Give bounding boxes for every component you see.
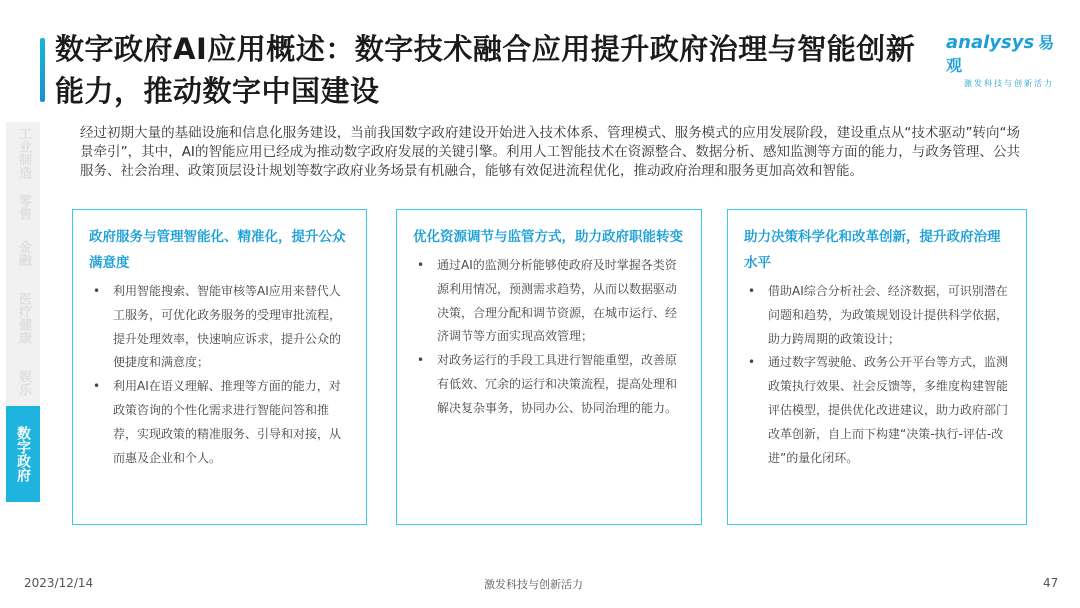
card-bullet-list <box>744 280 1012 470</box>
logo-cn: 易观 <box>946 33 1055 75</box>
card-title: 助力决策科学化和改革创新，提升政府治理水平 <box>744 229 1001 271</box>
card-bullet: • 通过AI的监测分析能够使政府及时掌握各类资源利用情况，预测需求趋势，从而以数据驱动决策，合理分配和调节资源，在城市运行、经济调节等方面实现高效管理； <box>413 254 687 349</box>
side-tab-industry[interactable]: 工业制造 <box>6 122 40 184</box>
footer-slogan: 激发科技与创新活力 <box>484 578 583 591</box>
card-decision-making <box>727 209 1027 525</box>
side-tab-retail[interactable]: 零售 <box>6 184 40 230</box>
card-bullet: • 借助AI综合分析社会、经济数据，可识别潜在问题和趋势，为政策规划设计提供科学依据，助力跨周期的政策设计； <box>744 280 1012 351</box>
card-bullet: • 通过数字驾驶舱、政务公开平台等方式，监测政策执行效果、社会反馈等，多维度构建智能评估模型，提供优化改进建议，助力政府部门改革创新，自上而下构建“决策-执行-评估-改进”的量化闭环。 <box>744 351 1012 470</box>
side-tabs <box>6 122 40 502</box>
side-tab-digital-government[interactable]: 数字政府 <box>6 406 40 502</box>
card-bullet-list <box>89 280 352 470</box>
logo-slogan: 激发科技与创新活力 <box>964 79 1054 88</box>
card-bullet: • 利用智能搜索、智能审核等AI应用来替代人工服务，可优化政务服务的受理审批流程，提升处理效率，快速响应诉求，提升公众的便捷度和满意度； <box>89 280 352 375</box>
footer-date: 2023/12/14 <box>24 576 94 590</box>
logo-word: analysys <box>946 32 1035 53</box>
title-accent-bar <box>40 38 45 102</box>
card-title: 政府服务与管理智能化、精准化，提升公众满意度 <box>89 229 346 271</box>
card-service-management <box>72 209 367 525</box>
brand-logo <box>946 30 1070 88</box>
card-title: 优化资源调节与监管方式，助力政府职能转变 <box>413 229 683 245</box>
page-number: 47 <box>1043 576 1059 590</box>
side-tab-finance[interactable]: 金融 <box>6 230 40 276</box>
intro-paragraph: 经过初期大量的基础设施和信息化服务建设，当前我国数字政府建设开始进入技术体系、管理模式、服务模式的应用发展阶段，建设重点从“技术驱动”转向“场景牵引”，其中，AI的智能应用已经成为推动数字政府发展的关键引擎。利用人工智能技术在资源整合、数据分析、感知监测等方面的能力，与政务管理、公共服务、社会治理、政策顶层设计规划等数字政府业务场景有机融合，能够有效促进流程优化，推动政府治理和服务更加高效和智能。 <box>80 125 1020 179</box>
page-title: 数字政府AI应用概述：数字技术融合应用提升政府治理与智能创新能力，推动数字中国建设 <box>55 32 916 108</box>
card-resource-regulation <box>396 209 702 525</box>
side-tab-entertainment[interactable]: 娱乐 <box>6 360 40 406</box>
card-bullet: • 利用AI在语义理解、推理等方面的能力，对政策咨询的个性化需求进行智能问答和推荐，实现政策的精准服务、引导和对接，从而惠及企业和个人。 <box>89 375 352 470</box>
card-bullet-list <box>413 254 687 421</box>
card-bullet: • 对政务运行的手段工具进行智能重塑，改善原有低效、冗余的运行和决策流程，提高处理和解决复杂事务，协同办公、协同治理的能力。 <box>413 349 687 420</box>
side-tab-healthcare[interactable]: 医疗健康 <box>6 276 40 360</box>
